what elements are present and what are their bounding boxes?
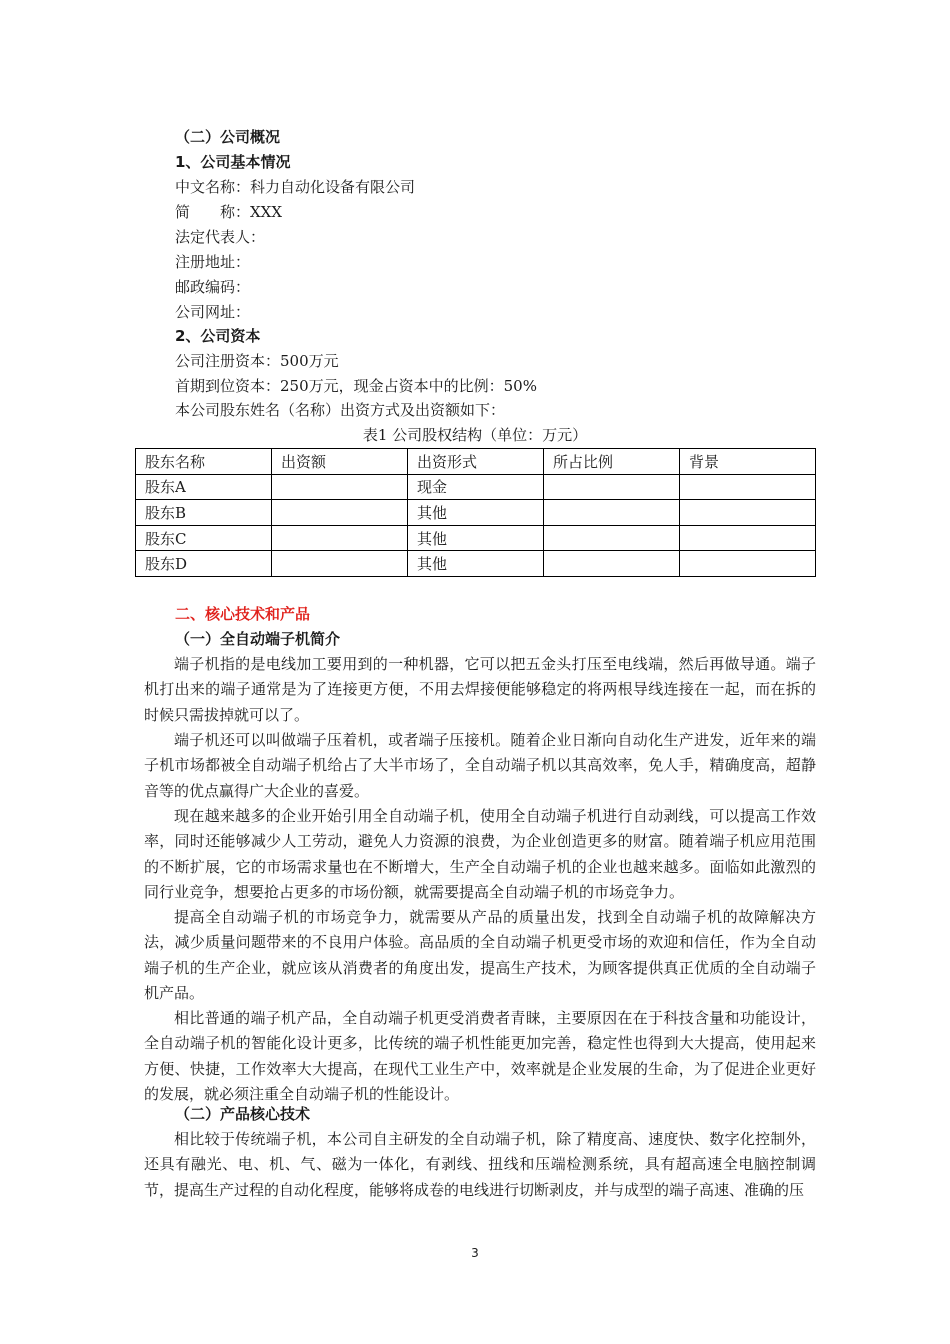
table-cell — [272, 500, 408, 526]
paragraph: 现在越来越多的企业开始引用全自动端子机，使用全自动端子机进行自动剥线，可以提高工作效率，同时还能够减少人工劳动，避免人力资源的浪费，为企业创造更多的财富。随着端子机应用范围的不断扩展，它的市场需求量也在不断增大，生产全自动端子机的企业也越来越多。面临如此激烈的同行业竞争，想要抢占更多的市场份额，就需要提高全自动端子机的市场竞争力。 — [144, 807, 816, 902]
shareholder-intro: 本公司股东姓名（名称）出资方式及出资额如下： — [175, 401, 506, 419]
table-cell: 股东B — [136, 500, 272, 526]
table-cell — [680, 500, 816, 526]
table-header-cell: 所占比例 — [544, 449, 680, 475]
section-heading: 二、核心技术和产品 — [175, 605, 311, 623]
table-header-row — [136, 449, 816, 475]
table-cell: 现金 — [408, 474, 544, 500]
table-header-cell: 出资形式 — [408, 449, 544, 475]
table-cell — [272, 551, 408, 577]
table-header-cell: 背景 — [680, 449, 816, 475]
paragraph: 相比普通的端子机产品，全自动端子机更受消费者青睐，主要原因在在于科技含量和功能设计，全自动端子机的智能化设计更多，比传统的端子机性能更加完善，稳定性也得到大大提高，使用起来方便、快捷，工作效率大大提高，在现代工业生产中，效率就是企业发展的生命，为了促进企业更好的发展，就必须注重全自动端子机的性能设计。 — [144, 1009, 816, 1104]
table-cell — [544, 474, 680, 500]
table-cell — [544, 500, 680, 526]
table-row — [136, 525, 816, 551]
paragraph: 端子机指的是电线加工要用到的一种机器，它可以把五金头打压至电线端，然后再做导通。端子机打出来的端子通常是为了连接更方便，不用去焊接便能够稳定的将两根导线连接在一起，而在拆的时候只需拔掉就可以了。 — [144, 655, 816, 724]
table-cell: 其他 — [408, 525, 544, 551]
table-cell: 其他 — [408, 500, 544, 526]
table-cell: 股东C — [136, 525, 272, 551]
first-paid-capital: 首期到位资本：250万元，现金占资本中的比例：50% — [175, 377, 537, 395]
overview-heading: （二）公司概况 — [175, 128, 281, 146]
table-row — [136, 500, 816, 526]
field-reg-address: 注册地址： — [175, 253, 251, 271]
table-row — [136, 551, 816, 577]
table-cell — [272, 474, 408, 500]
paragraph: 相比较于传统端子机，本公司自主研发的全自动端子机，除了精度高、速度快、数字化控制外，还具有融光、电、机、气、磁为一体化，有剥线、扭线和压端检测系统，具有超高速全电脑控制调节，提高生产过程的自动化程度，能够将成卷的电线进行切断剥皮，并与成型的端子高速、准确的压 — [144, 1130, 816, 1199]
field-postcode: 邮政编码： — [175, 278, 251, 296]
table-cell — [680, 525, 816, 551]
table-header-cell: 出资额 — [272, 449, 408, 475]
table-row — [136, 474, 816, 500]
subsection-heading: （二）产品核心技术 — [175, 1105, 311, 1123]
table-cell — [680, 551, 816, 577]
field-chinese-name: 中文名称：科力自动化设备有限公司 — [175, 178, 416, 196]
subsection-heading: （一）全自动端子机简介 — [175, 630, 341, 648]
table-header-cell: 股东名称 — [136, 449, 272, 475]
table-caption: 表1 公司股权结构（单位：万元） — [362, 426, 588, 444]
table-cell: 其他 — [408, 551, 544, 577]
basic-info-heading: 1、公司基本情况 — [175, 153, 291, 171]
field-legal-rep: 法定代表人： — [175, 228, 266, 246]
field-short-name: 简 称：XXX — [175, 203, 283, 221]
page-number: 3 — [471, 1246, 479, 1260]
table-cell — [680, 474, 816, 500]
table-cell — [544, 551, 680, 577]
capital-heading: 2、公司资本 — [175, 327, 261, 345]
paragraph: 提高全自动端子机的市场竞争力，就需要从产品的质量出发，找到全自动端子机的故障解决方法，减少质量问题带来的不良用户体验。高品质的全自动端子机更受市场的欢迎和信任，作为全自动端子机的生产企业，就应该从消费者的角度出发，提高生产技术，为顾客提供真正优质的全自动端子机产品。 — [144, 908, 816, 1003]
table-cell: 股东A — [136, 474, 272, 500]
table-cell — [544, 525, 680, 551]
field-website: 公司网址： — [175, 303, 251, 321]
paragraph: 端子机还可以叫做端子压着机，或者端子压接机。随着企业日渐向自动化生产进发，近年来的端子机市场都被全自动端子机给占了大半市场了，全自动端子机以其高效率，免人手，精确度高，超静音等的优点赢得广大企业的喜爱。 — [144, 731, 816, 800]
table-cell: 股东D — [136, 551, 272, 577]
registered-capital: 公司注册资本：500万元 — [175, 352, 339, 370]
equity-table — [135, 448, 816, 577]
table-cell — [272, 525, 408, 551]
